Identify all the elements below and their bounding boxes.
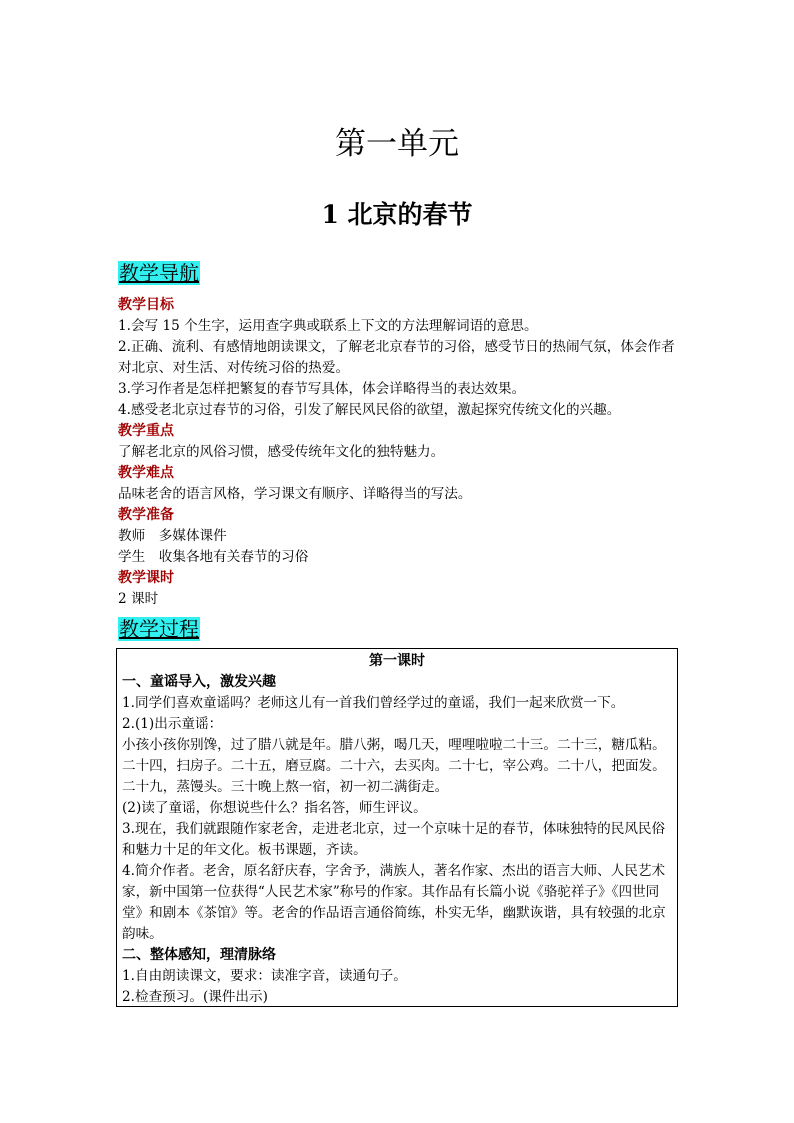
process-heading: 教学过程 (119, 617, 199, 641)
goal-item: 4.感受老北京过春节的习俗，引发了解民风民俗的欲望，激起探究传统文化的兴趣。 (118, 402, 621, 418)
goal-item: 2.正确、流利、有感情地朗读课文，了解老北京春节的习俗，感受节日的热闹气氛，体会作者对北京、对生活、对传统习俗的热爱。 (118, 339, 675, 376)
part1-heading: 一、童谣导入，激发兴趣 (122, 674, 276, 690)
lesson-table (116, 648, 678, 1007)
part2-item: 1.自由朗读课文，要求：读准字音，读通句子。 (122, 968, 407, 984)
prep-item: 学生 收集各地有关春节的习俗 (118, 549, 309, 565)
difficulty-label: 教学难点 (118, 465, 174, 481)
hours-label: 教学课时 (118, 570, 174, 586)
process-heading-wrap (118, 617, 684, 641)
key-label: 教学重点 (118, 423, 174, 439)
unit-title: 第一单元 (335, 126, 459, 162)
part1-item: 3.现在，我们就跟随作家老舍，走进老北京，过一个京味十足的春节，体味独特的民风民俗和魅力十足的年文化。板书课题，齐读。 (122, 821, 666, 858)
teaching-navigation (118, 261, 684, 610)
prep-item: 教师 多媒体课件 (118, 528, 227, 544)
key-text: 了解老北京的风俗习惯，感受传统年文化的独特魅力。 (118, 444, 445, 460)
goal-item: 1.会写 15 个生字，运用查字典或联系上下文的方法理解词语的意思。 (118, 318, 538, 334)
nav-heading: 教学导航 (119, 261, 199, 285)
part1-item: 4.简介作者。老舍，原名舒庆春，字舍予，满族人，著名作家、杰出的语言大师、人民艺术家，新中国第一位获得“人民艺术家”称号的作家。其作品有长篇小说《骆驼祥子》《四世同堂》和剧本《茶馆》等。老舍的作品语言通俗简练，朴实无华，幽默诙谐，具有较强的北京韵味。 (122, 863, 666, 942)
part1-item: 2.(1)出示童谣： (122, 716, 223, 732)
part1-item: 小孩小孩你别馋，过了腊八就是年。腊八粥，喝几天，哩哩啦啦二十三。二十三，糖瓜粘。二十四，扫房子。二十五，磨豆腐。二十六，去买肉。二十七，宰公鸡。二十八，把面发。二十九，蒸馒头。三十晚上熬一宿，初一初二满街走。 (122, 737, 666, 795)
part2-item: 2.检查预习。(课件出示) (122, 989, 268, 1005)
part1-item: 1.同学们喜欢童谣吗？老师这儿有一首我们曾经学过的童谣，我们一起来欣赏一下。 (122, 695, 625, 711)
goal-item: 3.学习作者是怎样把繁复的春节写具体，体会详略得当的表达效果。 (118, 381, 526, 397)
lesson-title: 1 北京的春节 (321, 200, 473, 229)
hours-text: 2 课时 (118, 591, 159, 607)
goals-label: 教学目标 (118, 297, 174, 313)
difficulty-text: 品味老舍的语言风格，学习课文有顺序、详略得当的写法。 (118, 486, 472, 502)
table-title: 第一课时 (369, 653, 425, 669)
part1-item: (2)读了童谣，你想说些什么？指名答，师生评议。 (122, 800, 427, 816)
part2-heading: 二、整体感知，理清脉络 (122, 947, 276, 963)
prep-label: 教学准备 (118, 507, 174, 523)
